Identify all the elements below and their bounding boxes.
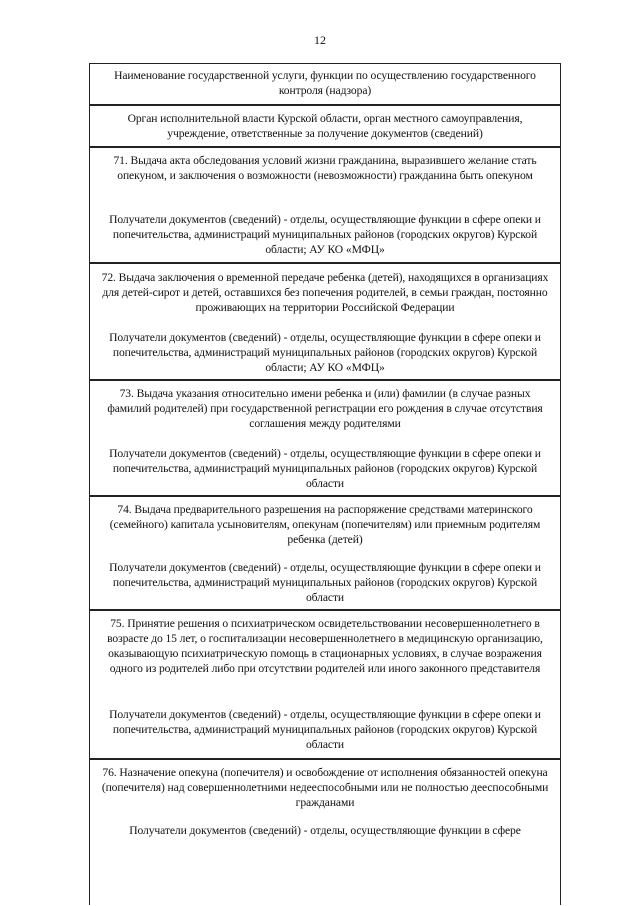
table-header-authority-row: [90, 106, 560, 148]
service-title-74: 74. Выдача предварительного разрешения на распоряжение средствами материнского (семейного) капитала усыновителям, опекунам (попечителям) или приемным родителям ребенка (детей): [109, 503, 541, 546]
header-authority: Орган исполнительной власти Курской области, орган местного самоуправления, учреждение, ответственные за получение документов (сведений): [127, 112, 523, 140]
service-title-73: 73. Выдача указания относительно имени ребенка и (или) фамилии (в случае разных фамилий родителей) при государственной регистрации его рождения в случае отсутствия соглашения между родителями: [107, 387, 543, 430]
service-row-76: [90, 760, 560, 906]
service-row-74: [90, 497, 560, 611]
service-title-75: 75. Принятие решения о психиатрическом освидетельствовании несовершеннолетнего в возрасте до 15 лет, о госпитализации несовершеннолетнего в медицинскую организацию, оказывающую психиатрическую помощь в стационарных условиях, в случае возражения одного из родителей либо при отсутствии родителей или иного законного представителя: [107, 617, 543, 675]
header-title: Наименование государственной услуги, функции по осуществлению государственного контроля (надзора): [114, 69, 536, 97]
service-row-71: [90, 148, 560, 264]
service-recipients-74: Получатели документов (сведений) - отделы, осуществляющие функции в сфере опеки и попечительства, администраций муниципальных районов (городских округов) Курской области: [109, 561, 541, 604]
service-title-71: 71. Выдача акта обследования условий жизни гражданина, выразившего желание стать опекуном, и заключения о возможности (невозможности) гражданина быть опекуном: [113, 154, 537, 182]
service-recipients-73: Получатели документов (сведений) - отделы, осуществляющие функции в сфере опеки и попечительства, администраций муниципальных районов (городских округов) Курской области: [109, 447, 541, 490]
service-recipients-75: Получатели документов (сведений) - отделы, осуществляющие функции в сфере опеки и попечительства, администраций муниципальных районов (городских округов) Курской области: [109, 708, 541, 751]
table-header-title-row: [90, 64, 560, 106]
page-number: 12: [314, 33, 326, 47]
services-table: [89, 63, 561, 905]
service-row-73: [90, 381, 560, 497]
service-row-75: [90, 611, 560, 760]
service-title-76: 76. Назначение опекуна (попечителя) и освобождение от исполнения обязанностей опекуна (попечителя) над совершеннолетними недееспособными или не полностью дееспособными гражданами: [101, 766, 549, 809]
service-recipients-71: Получатели документов (сведений) - отделы, осуществляющие функции в сфере опеки и попечительства, администраций муниципальных районов (городских округов) Курской области; АУ КО «МФЦ»: [109, 213, 541, 256]
service-title-72: 72. Выдача заключения о временной передаче ребенка (детей), находящихся в организациях для детей-сирот и детей, оставшихся без попечения родителей, в семьи граждан, постоянно проживающих на территории Российской Федерации: [101, 271, 549, 314]
service-recipients-76: Получатели документов (сведений) - отделы, осуществляющие функции в сфере: [129, 824, 521, 837]
service-recipients-72: Получатели документов (сведений) - отделы, осуществляющие функции в сфере опеки и попечительства, администраций муниципальных районов (городских округов) Курской области; АУ КО «МФЦ»: [109, 331, 541, 374]
service-row-72: [90, 264, 560, 381]
